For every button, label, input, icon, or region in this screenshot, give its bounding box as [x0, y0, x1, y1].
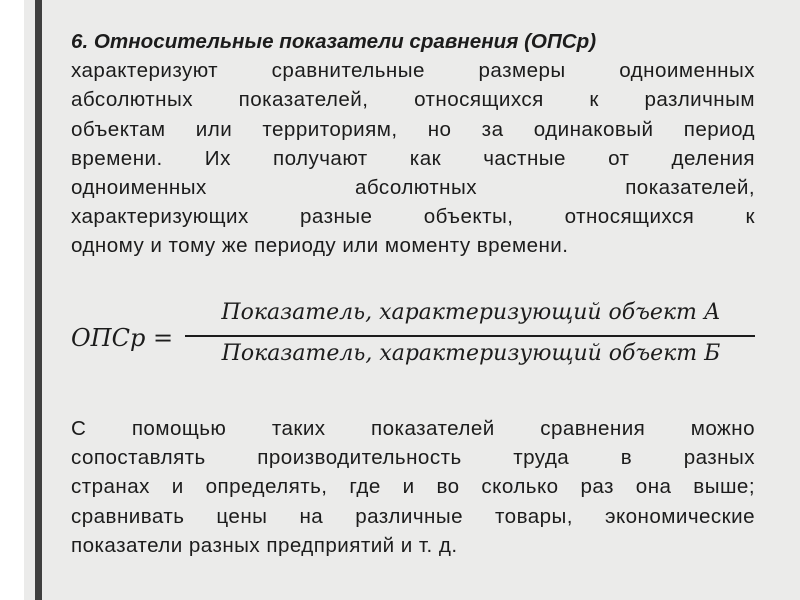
paragraph-line: сравнивать цены на различные товары, экономические: [71, 504, 755, 528]
paragraph-line: странах и определять, где и во сколько раз она выше;: [71, 475, 755, 499]
paragraph-line: показатели разных предприятий и т. д.: [71, 533, 458, 557]
slide-accent-stripe: [35, 0, 42, 600]
paragraph-definition: [71, 56, 755, 260]
paragraph-line: объектам или территориям, но за одинаковый период: [71, 117, 755, 141]
paragraph-line: времени. Их получают как частные от деления: [71, 146, 755, 170]
formula-lhs: ОПСр =: [71, 324, 174, 352]
paragraph-line: одноименных абсолютных показателей,: [71, 176, 755, 200]
paragraph-usage: [71, 414, 755, 560]
slide-left-margin: [0, 0, 24, 600]
text-block-definition: [71, 27, 755, 261]
paragraph-line: С помощью таких показателей сравнения можно: [71, 417, 755, 440]
formula-opsr: [71, 300, 761, 380]
paragraph-line: сопоставлять производительность труда в разных: [71, 446, 755, 470]
text-block-usage: [71, 414, 755, 560]
paragraph-line: характеризуют сравнительные размеры одноименных: [71, 59, 755, 83]
paragraph-line: абсолютных показателей, относящихся к различным: [71, 88, 755, 112]
formula-fraction-bar: [185, 335, 755, 337]
paragraph-line: характеризующих разные объекты, относящихся к: [71, 205, 755, 229]
formula-denominator: Показатель, характеризующий объект Б: [221, 341, 721, 366]
formula-numerator: Показатель, характеризующий объект А: [221, 300, 721, 325]
section-heading: 6. Относительные показатели сравнения (ОПСр): [71, 30, 597, 53]
paragraph-line: одному и тому же периоду или моменту времени.: [71, 234, 569, 258]
